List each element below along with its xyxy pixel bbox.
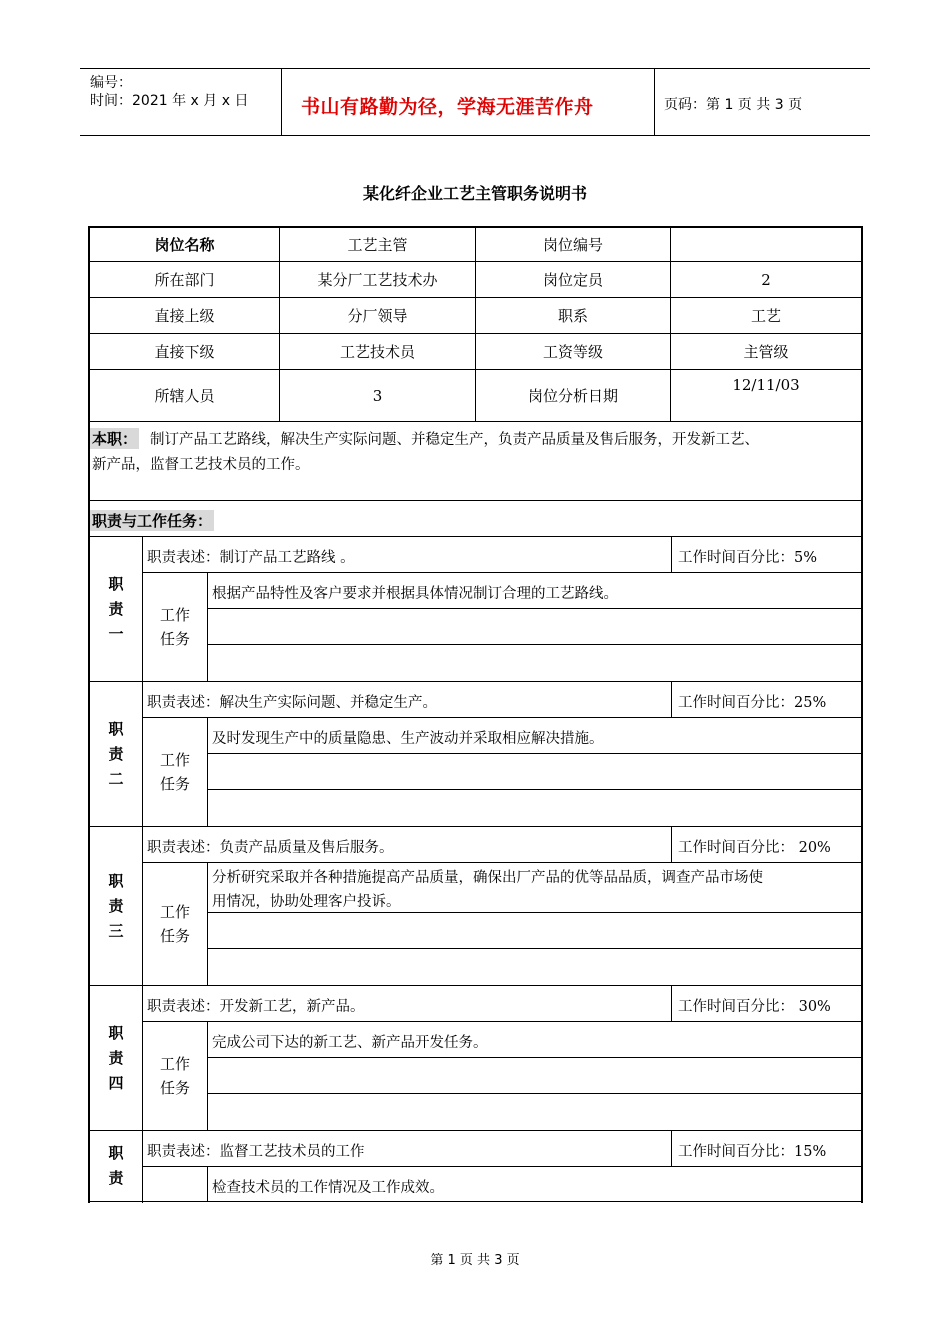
duty-label-char: 职 [108,575,124,593]
task-item-continued: 用情况，协助处理客户投诉。 [212,894,401,910]
duty-label-char: 四 [108,1074,124,1092]
task-label-line: 工作 [159,606,190,624]
field-value-department: 某分厂工艺技术办 [317,271,438,289]
header-bottom-rule [80,135,870,136]
field-label-subordinate: 直接下级 [154,343,215,361]
task-label [155,1052,195,1100]
duty-label-char: 三 [108,922,124,940]
field-value-staff: 3 [372,386,383,405]
duty-label [104,1141,128,1191]
task-item: 分析研究采取并各种措施提高产品质量，确保出厂产品的优等品品质，调查产品市场使 [212,870,763,886]
duty-label-char: 二 [108,770,124,788]
duty-label-char: 责 [108,745,124,763]
duty-label-char: 责 [108,600,124,618]
duties-heading: 职责与工作任务： [92,512,213,530]
field-value-headcount: 2 [761,270,771,289]
duty-label-char: 一 [108,625,124,643]
field-value-position-name: 工艺主管 [347,235,408,254]
duty-label-char: 职 [108,1144,124,1162]
doc-code-label: 编号： [90,75,132,91]
task-label-line: 任务 [159,1079,190,1097]
field-label-staff: 所辖人员 [154,387,215,405]
field-value-analysis-date: 12/11/03 [732,376,800,394]
duty-description: 职责表述：开发新工艺，新产品。 [147,999,365,1015]
field-value-superior: 分厂领导 [347,307,408,325]
duty-time-percentage: 工作时间百分比：25% [678,695,827,711]
task-label-line: 工作 [159,903,190,921]
header-divider [281,68,282,136]
field-value-job-family: 工艺 [750,307,781,325]
duty-label-char: 责 [108,1169,124,1187]
duty-description: 职责表述：制订产品工艺路线 。 [147,550,355,566]
summary-text-continued: 新产品，监督工艺技术员的工作。 [92,457,310,473]
duty-time-percentage: 工作时间百分比：5% [678,550,818,566]
duty-label [104,1021,128,1096]
header-top-rule [80,68,870,69]
field-value-salary-grade: 主管级 [743,343,789,361]
field-label-analysis-date: 岗位分析日期 [527,387,618,405]
header-motto: 书山有路勤为径，学海无涯苦作舟 [301,96,594,118]
duty-description: 职责表述：负责产品质量及售后服务。 [147,840,394,856]
task-label-line: 任务 [159,927,190,945]
task-label-line: 任务 [159,775,190,793]
field-label-position-name: 岗位名称 [154,235,215,254]
task-item: 根据产品特性及客户要求并根据具体情况制订合理的工艺路线。 [212,586,618,602]
page-footer: 第 1 页 共 3 页 [430,1253,520,1268]
field-label-salary-grade: 工资等级 [542,343,603,361]
task-label-line: 任务 [159,630,190,648]
summary-label: 本职： [92,430,138,448]
duty-label [104,717,128,792]
task-item: 完成公司下达的新工艺、新产品开发任务。 [212,1035,488,1051]
duty-description: 职责表述：解决生产实际问题、并稳定生产。 [147,695,437,711]
field-label-position-code: 岗位编号 [542,235,603,254]
task-label [155,603,195,651]
task-label [155,748,195,796]
duty-label-char: 职 [108,720,124,738]
field-label-superior: 直接上级 [154,307,215,325]
duty-time-percentage: 工作时间百分比：15% [678,1144,827,1160]
page-indicator: 页码：第 1 页 共 3 页 [664,97,803,113]
duty-time-percentage: 工作时间百分比： 30% [678,999,831,1015]
duty-label [104,572,128,647]
duty-label-char: 责 [108,897,124,915]
task-item: 检查技术员的工作情况及工作成效。 [212,1180,444,1196]
duty-label-char: 职 [108,872,124,890]
field-label-job-family: 职系 [557,307,588,325]
duty-label [104,869,128,944]
duty-time-percentage: 工作时间百分比： 20% [678,840,831,856]
duty-label-char: 责 [108,1049,124,1067]
task-item: 及时发现生产中的质量隐患、生产波动并采取相应解决措施。 [212,731,604,747]
summary-text: 制订产品工艺路线，解决生产实际问题、并稳定生产，负责产品质量及售后服务，开发新工艺、 [150,432,759,448]
duty-label-char: 职 [108,1024,124,1042]
field-label-department: 所在部门 [154,271,215,289]
field-value-subordinate: 工艺技术员 [339,343,415,361]
task-label-line: 工作 [159,751,190,769]
task-label [155,900,195,948]
field-label-headcount: 岗位定员 [542,271,603,289]
task-label-line: 工作 [159,1055,190,1073]
doc-date-label: 时间：2021 年 x 月 x 日 [90,93,249,109]
duty-description: 职责表述：监督工艺技术员的工作 [147,1144,365,1160]
document-title: 某化纤企业工艺主管职务说明书 [362,184,587,203]
field-value-position-code [671,227,861,261]
header-divider [654,68,655,136]
